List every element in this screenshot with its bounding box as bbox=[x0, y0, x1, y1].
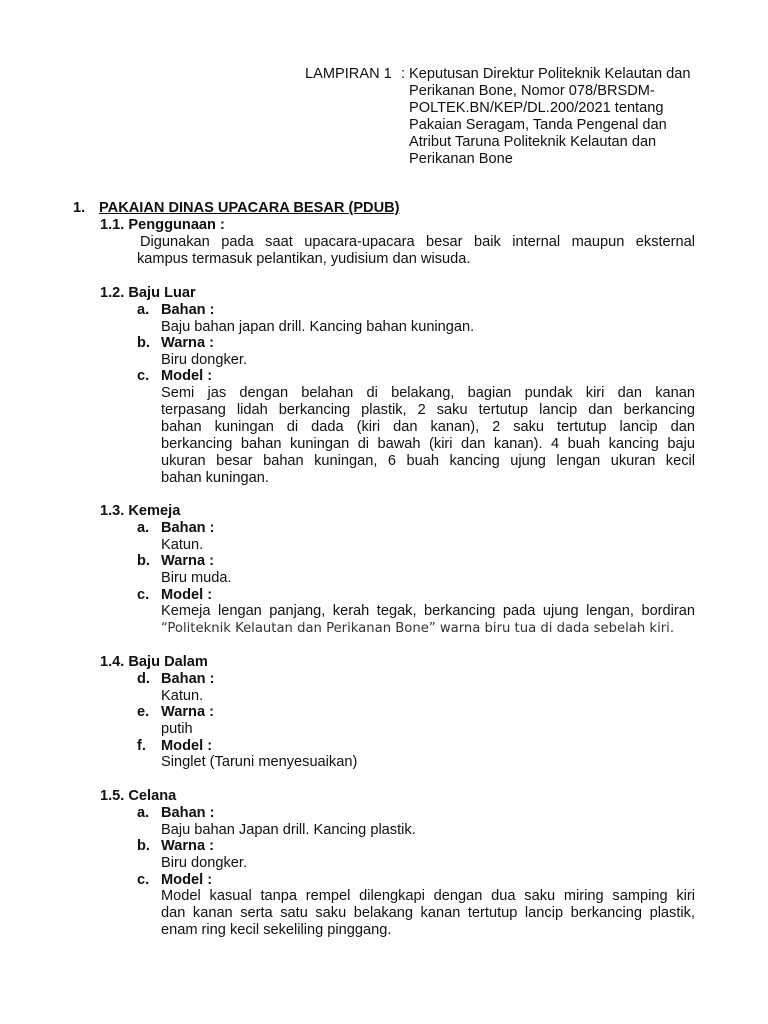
item-letter: b. bbox=[137, 553, 150, 569]
item-label: Model : bbox=[161, 368, 213, 384]
item-label: Warna : bbox=[161, 704, 214, 720]
lampiran-line: Perikanan Bone, Nomor 078/BRSDM- bbox=[409, 83, 655, 99]
paragraph-model-kemeja bbox=[161, 603, 695, 637]
item-letter: b. bbox=[137, 838, 150, 854]
paragraph-line: kampus termasuk pelantikan, yudisium dan wisuda. bbox=[137, 251, 471, 267]
paragraph-line: dan kanan serta satu saku belakang kanan tertutup lancip berkancing plastik, bbox=[161, 905, 695, 921]
item-value: Katun. bbox=[161, 537, 204, 553]
paragraph-line: bahan kuningan di dada (kiri dan kanan), 2 saku tertutup lancip dan bbox=[161, 419, 695, 435]
item-value: putih bbox=[161, 721, 193, 737]
section-number: 1. bbox=[73, 200, 86, 216]
item-label: Model : bbox=[161, 872, 213, 888]
item-value: Biru dongker. bbox=[161, 855, 247, 871]
lampiran-line: POLTEK.BN/KEP/DL.200/2021 tentang bbox=[409, 100, 664, 116]
item-label: Warna : bbox=[161, 335, 214, 351]
item-label: Bahan : bbox=[161, 671, 215, 687]
item-letter: e. bbox=[137, 704, 150, 720]
paragraph-model-celana bbox=[161, 888, 695, 939]
item-letter: c. bbox=[137, 587, 150, 603]
item-letter: a. bbox=[137, 302, 150, 318]
item-letter: b. bbox=[137, 335, 150, 351]
lampiran-line: Keputusan Direktur Politeknik Kelautan dan bbox=[409, 66, 691, 82]
lampiran-line: Pakaian Seragam, Tanda Pengenal dan bbox=[409, 117, 667, 133]
paragraph-line: berkancing bahan kuningan di bawah (kiri dan kanan). 4 buah kancing baju bbox=[161, 436, 695, 452]
item-letter: c. bbox=[137, 368, 150, 384]
paragraph-line: enam ring kecil sekeliling pinggang. bbox=[161, 922, 392, 938]
lampiran-text bbox=[409, 66, 729, 168]
paragraph-line: terpasang lidah berkancing plastik, 2 saku tertutup lancip dan berkancing bbox=[161, 402, 695, 418]
item-label: Bahan : bbox=[161, 520, 215, 536]
item-value: Baju bahan Japan drill. Kancing plastik. bbox=[161, 822, 416, 838]
item-value: Biru muda. bbox=[161, 570, 232, 586]
heading-baju-luar: 1.2. Baju Luar bbox=[100, 285, 196, 301]
item-letter: c. bbox=[137, 872, 150, 888]
heading-celana: 1.5. Celana bbox=[100, 788, 177, 804]
item-label: Bahan : bbox=[161, 302, 215, 318]
paragraph-line: Model kasual tanpa rempel dilengkapi dengan dua saku miring samping kiri bbox=[161, 888, 695, 904]
heading-baju-dalam: 1.4. Baju Dalam bbox=[100, 654, 208, 670]
item-letter: d. bbox=[137, 671, 150, 687]
paragraph-penggunaan bbox=[137, 234, 695, 268]
paragraph-line: bahan kuningan. bbox=[161, 470, 269, 486]
paragraph-model-baju-luar bbox=[161, 385, 695, 487]
item-letter: f. bbox=[137, 738, 146, 754]
item-label: Warna : bbox=[161, 838, 214, 854]
item-value: Singlet (Taruni menyesuaikan) bbox=[161, 754, 358, 770]
paragraph-line: Semi jas dengan belahan di belakang, bagian pundak kiri dan kanan bbox=[161, 385, 695, 401]
lampiran-line: Atribut Taruna Politeknik Kelautan dan bbox=[409, 134, 657, 150]
item-label: Model : bbox=[161, 587, 213, 603]
section-title: PAKAIAN DINAS UPACARA BESAR (PDUB) bbox=[99, 200, 400, 216]
paragraph-line: Digunakan pada saat upacara-upacara besar baik internal maupun eksternal bbox=[140, 234, 695, 250]
item-label: Bahan : bbox=[161, 805, 215, 821]
item-value: Baju bahan japan drill. Kancing bahan kuningan. bbox=[161, 319, 475, 335]
item-label: Model : bbox=[161, 738, 213, 754]
lampiran-label: LAMPIRAN 1 bbox=[305, 66, 392, 82]
heading-penggunaan: 1.1. Penggunaan : bbox=[100, 217, 225, 233]
item-label: Warna : bbox=[161, 553, 214, 569]
item-value: Katun. bbox=[161, 688, 204, 704]
lampiran-colon: : bbox=[401, 66, 406, 82]
lampiran-line: Perikanan Bone bbox=[409, 151, 513, 167]
heading-kemeja: 1.3. Kemeja bbox=[100, 503, 181, 519]
item-letter: a. bbox=[137, 805, 150, 821]
paragraph-line: “Politeknik Kelautan dan Perikanan Bone” warna biru tua di dada sebelah kiri. bbox=[161, 621, 675, 636]
item-letter: a. bbox=[137, 520, 150, 536]
item-value: Biru dongker. bbox=[161, 352, 247, 368]
paragraph-line: Kemeja lengan panjang, kerah tegak, berkancing pada ujung lengan, bordiran bbox=[161, 603, 695, 619]
paragraph-line: ukuran besar bahan kuningan, 6 buah kancing ujung lengan ukuran kecil bbox=[161, 453, 695, 469]
